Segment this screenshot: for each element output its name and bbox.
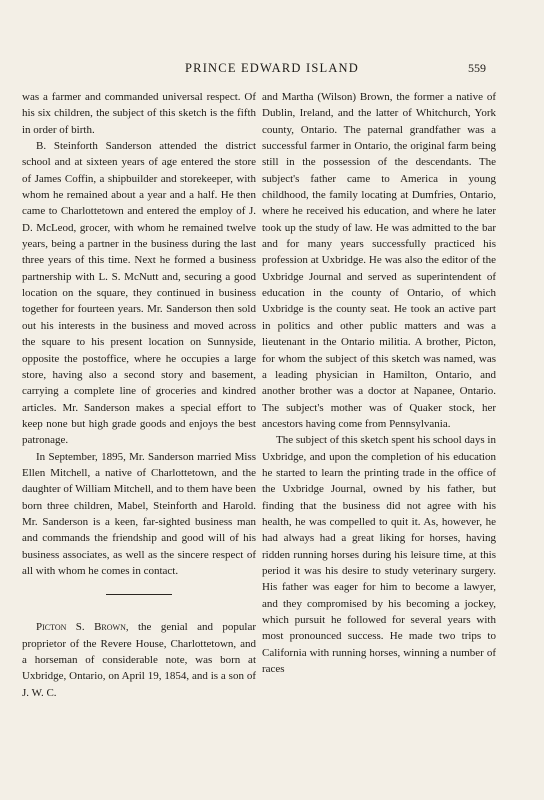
left-column: [22, 89, 256, 701]
left-paragraph-2: B. Steinforth Sanderson attended the district school and at sixteen years of age entered the store of James Coffin, a shipbuilder and storekeeper, with whom he remained about a year and a half. He then came to Charlottetown and entered the employ of J. D. McLeod, grocer, with whom he remained twelve years, being a partner in the business during the last three years of this time. Next he formed a business partnership with L. S. McNutt and, securing a good location on the square, they continued in business together for fourteen years. Mr. Sanderson then sold out his interests in the business and moved across the square to his present location on Sunnyside, opposite the postoffice, where he occupies a large store, having also a second story and basement, carrying a complete line of groceries and kindred articles. Mr. Sanderson makes a special effort to keep none but high grade goods and enjoys the best patronage.: [22, 140, 256, 447]
right-paragraph-1: and Martha (Wilson) Brown, the former a native of Dublin, Ireland, and the latter of Whitchurch, York county, Ontario. The paternal grandfather was a successful farmer in Ontario, the original farm being still in the possession of the descendants. The subject's father came to America in young childhood, the family locating at Dumfries, Ontario, where he received his education, and where he later took up the study of law. He was admitted to the bar and for many years successfully practiced his profession at Uxbridge. He was also the editor of the Uxbridge Journal and served as superintendent of education in the county of Ontario, of which Uxbridge is the county seat. He took an active part in politics and other public matters and was a lieutenant in the Ontario militia. A brother, Picton, for whom the subject of this sketch was named, was a leading physician in Hamilton, Ontario, and another brother was a doctor at Napanee, Ontario. The subject's mother was of Quaker stock, her ancestors having come from Pennsylvania.: [262, 91, 496, 430]
section-divider: [106, 594, 172, 595]
left-paragraph-1: was a farmer and commanded universal respect. Of his six children, the subject of this sketch is the fifth in order of birth.: [22, 91, 256, 136]
page-number: 559: [468, 61, 486, 75]
right-column: [262, 89, 496, 677]
left-paragraph-4: [22, 619, 256, 701]
left-paragraph-3: In September, 1895, Mr. Sanderson married Miss Ellen Mitchell, a native of Charlottetown, and the daughter of William Mitchell, and to them have been born three children, Mabel, Steinforth and Harold. Mr. Sanderson is a keen, far-sighted business man and commands the friendship and good will of his business associates, as well as the sincere respect of all with whom he comes in contact.: [22, 450, 256, 577]
running-head: [0, 60, 544, 76]
running-title: PRINCE EDWARD ISLAND: [185, 61, 359, 75]
right-paragraph-2: The subject of this sketch spent his school days in Uxbridge, and upon the completion of his education he started to learn the printing trade in the office of the Uxbridge Journal, owned by his father, but finding that the business did not agree with his health, he was compelled to quit it. As, however, he had always had a great liking for horses, having ridden running horses during his leisure time, at this period it was his desire to study veterinary surgery. His father was eager for him to become a lawyer, and they compromised by his becoming a jockey, which pursuit he followed for several years with most pronounced success. He made two trips to California with running horses, winning a number of races: [262, 434, 496, 676]
sketch-subject-name: Picton S. Brown,: [36, 621, 129, 634]
left-paragraph-4-text: the genial and popular proprietor of the Revere House, Charlottetown, and a horseman of considerable note, was born at Uxbridge, Ontario, on April 19, 1854, and is a son of J. W. C.: [22, 621, 256, 699]
